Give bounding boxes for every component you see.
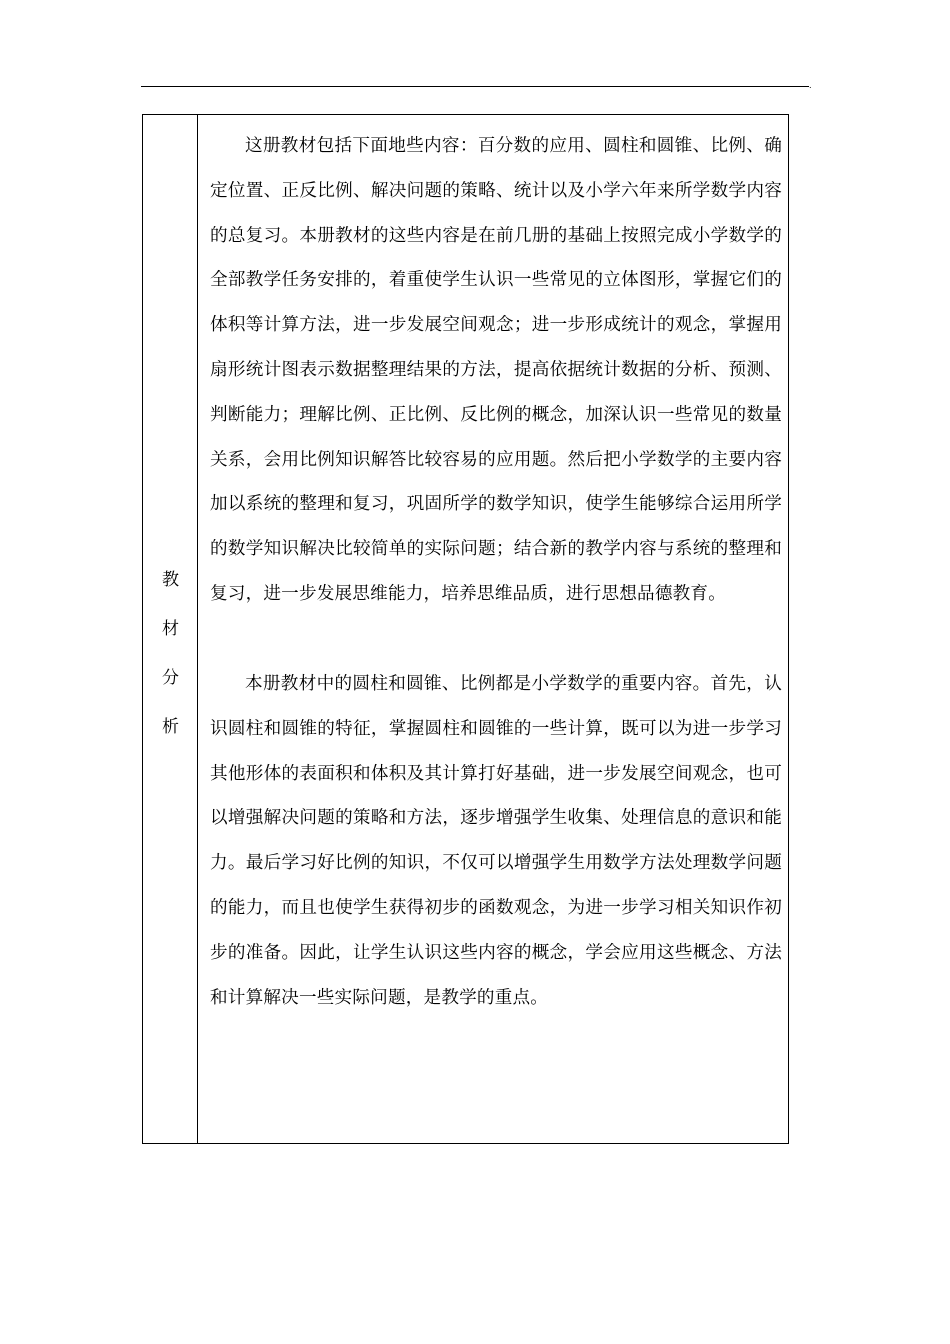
label-char-4: 析 [162, 717, 179, 737]
label-char-2: 材 [162, 619, 179, 639]
paragraph-key-points: 本册教材中的圆柱和圆锥、比例都是小学数学的重要内容。首先，认识圆柱和圆锥的特征，掌握圆柱和圆锥的一些计算，既可以为进一步学习其他形体的表面积和体积及其计算打好基础，进一步发展空间观念，也可以增强解决问题的策略和方法，逐步增强学生收集、处理信息的意识和能力。最后学习好比例的知识，不仅可以增强学生用数学方法处理数学问题的能力，而且也使学生获得初步的函数观念，为进一步学习相关知识作初步的准备。因此，让学生认识这些内容的概念，学会应用这些概念、方法和计算解决一些实际问题，是教学的重点。 [210, 674, 782, 1008]
content-cell [199, 115, 789, 1143]
label-char-3: 分 [162, 668, 179, 688]
label-char-1: 教 [162, 570, 179, 590]
header-rule [141, 86, 809, 87]
label-cell [143, 115, 198, 1143]
analysis-table [142, 114, 789, 1144]
paragraph-content-overview: 这册教材包括下面地些内容：百分数的应用、圆柱和圆锥、比例、确定位置、正反比例、解决问题的策略、统计以及小学六年来所学数学内容的总复习。本册教材的这些内容是在前几册的基础上按照完成小学数学的全部教学任务安排的，着重使学生认识一些常见的立体图形，掌握它们的体积等计算方法，进一步发展空间观念；进一步形成统计的观念，掌握用扇形统计图表示数据整理结果的方法，提高依据统计数据的分析、预测、判断能力；理解比例、正比例、反比例的概念，加深认识一些常见的数量关系，会用比例知识解答比较容易的应用题。然后把小学数学的主要内容加以系统的整理和复习，巩固所学的数学知识，使学生能够综合运用所学的数学知识解决比较简单的实际问题；结合新的教学内容与系统的整理和复习，进一步发展思维能力，培养思维品质，进行思想品德教育。 [210, 136, 782, 604]
header-mark: . [809, 81, 812, 90]
